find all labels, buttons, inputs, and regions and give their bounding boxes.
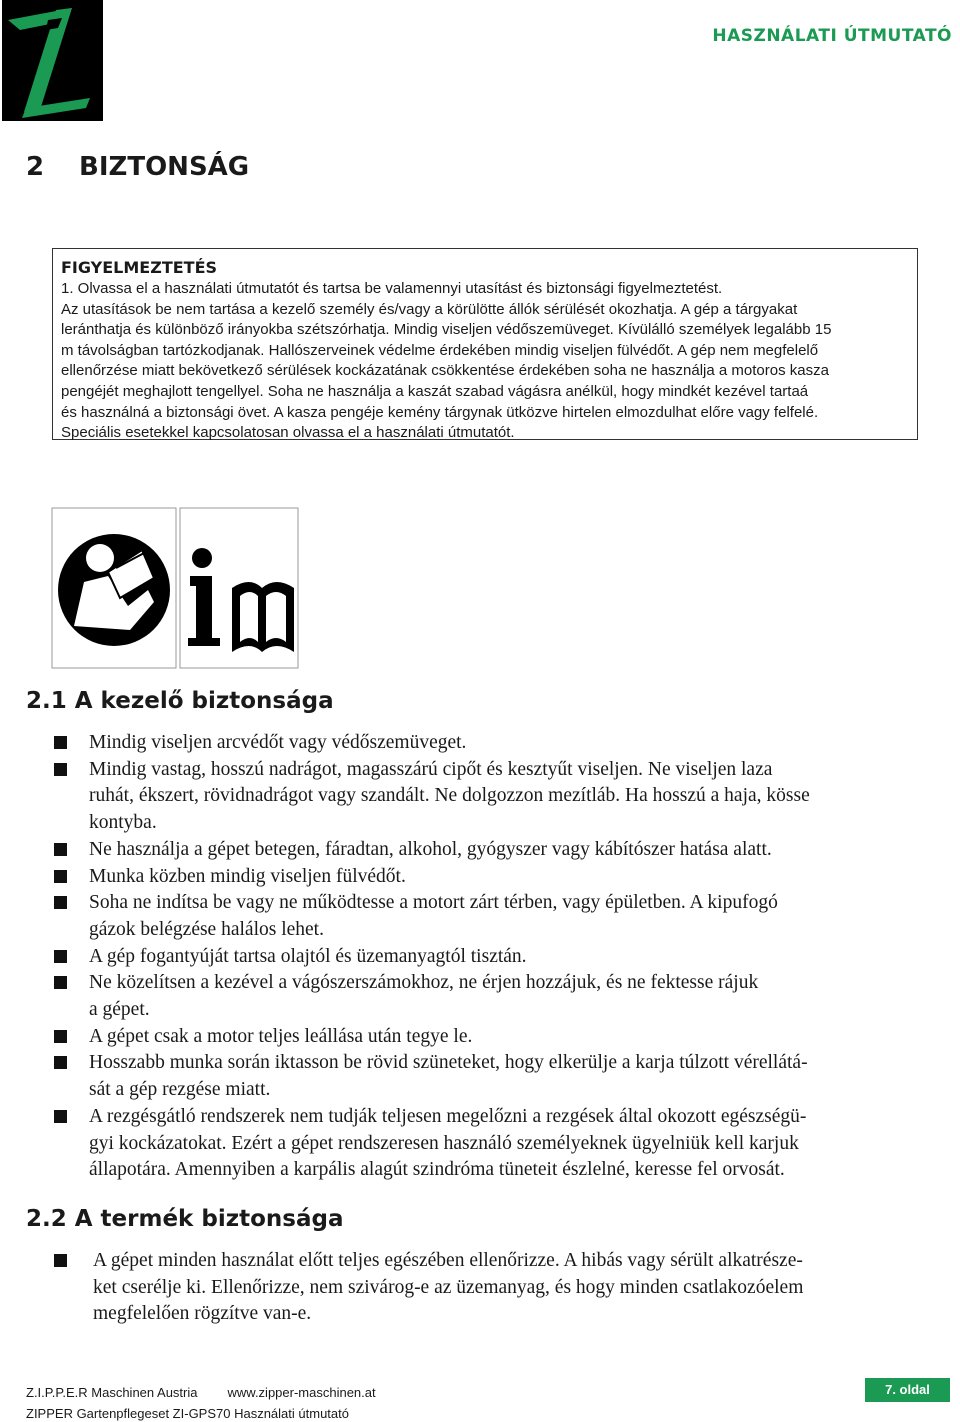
bullet-square-icon [54, 870, 67, 883]
bullet-square-icon [54, 843, 67, 856]
warning-heading: FIGYELMEZTETÉS [61, 258, 218, 277]
bullet-square-icon [54, 896, 67, 909]
read-manual-icon [52, 508, 176, 668]
footer-website-link[interactable]: www.zipper-maschinen.at [227, 1385, 376, 1400]
footer-document-title: ZIPPER Gartenpflegeset ZI-GPS70 Használati útmutató [26, 1406, 349, 1421]
list-item: Ne használja a gépet betegen, fáradtan, alkohol, gyógyszer vagy kábítószer hatása alatt. [26, 837, 926, 864]
page-number-badge: 7. oldal [865, 1378, 950, 1402]
zipper-z-logo-icon [2, 0, 103, 121]
bullet-square-icon [54, 1056, 67, 1069]
product-safety-title: 2.2 A termék biztonsága [26, 1206, 344, 1232]
list-item: A gép fogantyúját tartsa olajtól és üzemanyagtól tisztán. [26, 944, 926, 971]
section-number: 2 [26, 152, 45, 182]
bullet-square-icon [54, 976, 67, 989]
zipper-logo [2, 0, 103, 121]
product-safety-list [26, 1248, 926, 1328]
bullet-square-icon [54, 736, 67, 749]
manual-header-title: HASZNÁLATI ÚTMUTATÓ [712, 26, 952, 46]
footer-company-line [26, 1385, 376, 1400]
bullet-square-icon [54, 763, 67, 776]
list-item: Mindig vastag, hosszú nadrágot, magasszárú cipőt és kesztyűt viseljen. Ne viseljen laza ruhát, ékszert, rövidnadrágot vagy szandált. Ne dolgozzon mezítláb. Ha hosszú a haja, kösse kontyba. [26, 757, 926, 837]
section-title-text: BIZTONSÁG [79, 152, 250, 182]
warning-text: 1. Olvassa el a használati útmutatót és tartsa be valamennyi utasítást és biztonsági figyelmeztetést. Az utasítások be nem tartása a kezelő személy és/vagy a körülötte állók sérülését okozhatja. A gép a tárgyakat leránthatja és különböző irányokba szétszórhatja. Mindig viseljen védőszemüveget. Kívülálló személyek legalább 15 m távolságban tartózkodjanak. Hallószerveinek védelme érdekében mindig viseljen fülvédőt. A gép nem megfelelő ellenőrzése miatt bekövetkező sérülések kockázatának csökkentése érdekében soha ne használja a motoros kasza pengéjét meghajlott tengellyel. Soha ne használja a kaszát szabad vágásra anélkül, hogy mindkét kezével tartaá és használná a biztonsági övet. A kasza pengéje kemény tárgynak ütközve hirtelen elmozdulhat előre vagy felfelé. Speciális esetekkel kapcsolatosan olvassa el a használati útmutatót. [61, 280, 832, 442]
section-title [26, 152, 249, 182]
list-item: Soha ne indítsa be vagy ne működtesse a motort zárt térben, vagy épületben. A kipufogó gázok belégzése halálos lehet. [26, 890, 926, 943]
info-book-icon [180, 508, 298, 668]
operator-safety-title: 2.1 A kezelő biztonsága [26, 688, 334, 714]
footer-company: Z.I.P.P.E.R Maschinen Austria [26, 1385, 198, 1400]
list-item: Munka közben mindig viseljen fülvédőt. [26, 864, 926, 891]
list-item: Mindig viseljen arcvédőt vagy védőszemüveget. [26, 730, 926, 757]
list-item: A gépet minden használat előtt teljes egészében ellenőrizze. A hibás vagy sérült alkatrésze- ket cserélje ki. Ellenőrizze, nem szivárog-e az üzemanyag, és hogy minden csatlakozóelem megfelelően rögzítve van-e. [26, 1248, 926, 1328]
safety-pictograms [50, 506, 300, 672]
bullet-square-icon [54, 950, 67, 963]
list-item: Hosszabb munka során iktasson be rövid szüneteket, hogy elkerülje a karja túlzott vérellátá- sát a gép rezgése miatt. [26, 1050, 926, 1103]
list-item: A gépet csak a motor teljes leállása után tegye le. [26, 1024, 926, 1051]
bullet-square-icon [54, 1254, 67, 1267]
operator-safety-list [26, 730, 926, 1184]
bullet-square-icon [54, 1030, 67, 1043]
warning-box [52, 248, 918, 440]
list-item: A rezgésgátló rendszerek nem tudják teljesen megelőzni a rezgések által okozott egészségü- gyi kockázatokat. Ezért a gépet rendszeresen használó személyeknek ügyelniük kell karjuk állapotára. Amennyiben a karpális alagút szindróma tüneteit észlelné, keresse fel orvosát. [26, 1104, 926, 1184]
list-item: Ne közelítsen a kezével a vágószerszámokhoz, ne érjen hozzájuk, és ne fektesse rájuk a gépet. [26, 970, 926, 1023]
bullet-square-icon [54, 1110, 67, 1123]
